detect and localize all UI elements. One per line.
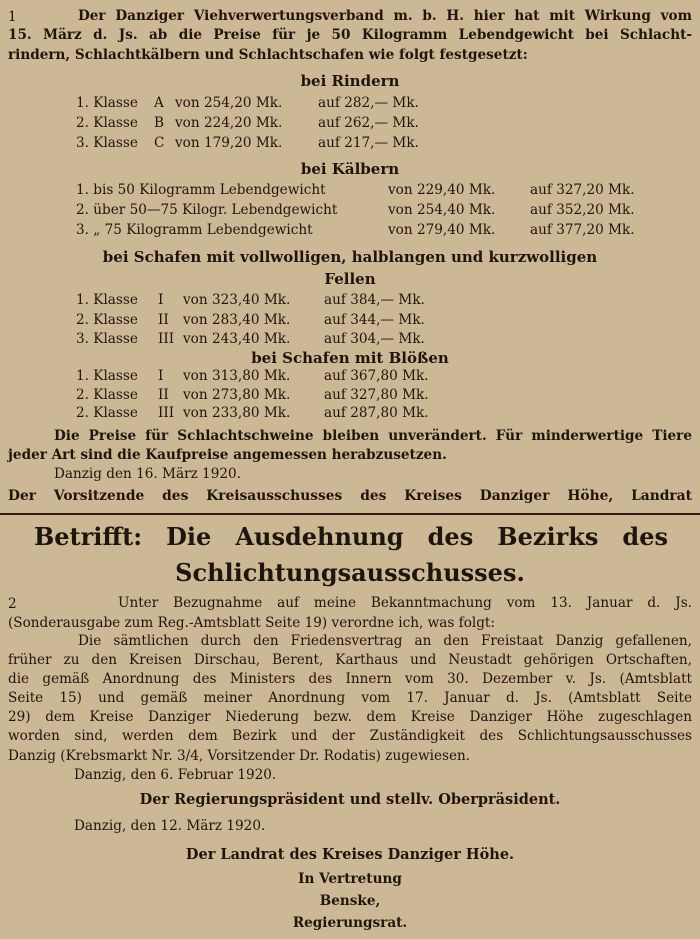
notice-2-signature-1: Der Regierungspräsident und stellv. Oberpräsident. (139, 791, 561, 808)
section-divider (0, 513, 700, 515)
notice-2-date-1: Danzig, den 6. Februar 1920. (74, 767, 277, 783)
heading-schafe-bloessen: bei Schafen mit Blößen (251, 349, 449, 367)
notice-1-date: Danzig den 16. März 1920. (54, 466, 241, 482)
notice-2-number: 2 (8, 596, 17, 612)
class-label: 2. Klasse (76, 115, 138, 131)
notice-2-para-line-9: Danzig (Krebsmarkt Nr. 3/4, Vorsitzender Dr. Rodatis) zugewiesen. (8, 748, 471, 764)
notice-2-signature-name: Benske, (319, 893, 381, 909)
class-grade: III (158, 405, 175, 421)
class-grade: I (158, 368, 164, 384)
price-to: auf 327,80 Mk. (324, 387, 429, 403)
price-from: von 233,80 Mk. (183, 405, 291, 421)
notice-2-para-line-2: (Sonderausgabe zum Reg.-Amtsblatt Seite 19) verordne ich, was folgt: (8, 615, 495, 631)
class-label: 1. Klasse (76, 95, 138, 111)
class-grade: B (154, 115, 164, 131)
notice-2-signature-title: Regierungsrat. (292, 915, 408, 931)
notice-2-signature-3: In Vertretung (298, 871, 402, 887)
class-grade: I (158, 292, 164, 308)
notice-2-para-line-7: 29) dem Kreise Danziger Niederung bezw. dem Kreise Danziger Höhe zugeschlagen (8, 709, 692, 725)
price-from: von 323,40 Mk. (183, 292, 291, 308)
price-from: von 273,80 Mk. (183, 387, 291, 403)
class-grade: III (158, 331, 175, 347)
class-label: 3. Klasse (76, 135, 138, 151)
notice-2-para-line-4: früher zu den Kreisen Dirschau, Berent, Karthaus und Neustadt gehörigen Ortschaften, (8, 652, 692, 668)
price-to: auf 287,80 Mk. (324, 405, 429, 421)
notice-2-para-line-5: die gemäß Anordnung des Ministers des Innern vom 30. Dezember v. Js. (Amtsblatt (8, 671, 692, 687)
class-grade: II (158, 387, 169, 403)
price-from: von 283,40 Mk. (183, 312, 291, 328)
notice-1-intro-line-3: rindern, Schlachtkälbern und Schlachtschafen wie folgt festgesetzt: (8, 47, 528, 63)
price-from: von 243,40 Mk. (183, 331, 291, 347)
class-label: 1. Klasse (76, 368, 138, 384)
price-to: auf 304,— Mk. (324, 331, 425, 347)
class-label: 1. Klasse (76, 292, 138, 308)
note-line-1: Die Preise für Schlachtschweine bleiben unverändert. Für minderwertige Tiere (54, 428, 692, 444)
class-label: 2. Klasse (76, 312, 138, 328)
notice-2-para-line-3: Die sämtlichen durch den Friedensvertrag an den Freistaat Danzig gefallenen, (78, 633, 692, 649)
notice-2-title-line-2: Schlichtungsausschusses. (175, 558, 525, 587)
class-label: 2. Klasse (76, 387, 138, 403)
price-from: von 254,40 Mk. (388, 202, 496, 218)
notice-2-date-2: Danzig, den 12. März 1920. (74, 818, 266, 834)
heading-rinder: bei Rindern (300, 72, 400, 90)
note-line-2: jeder Art sind die Kaufpreise angemessen herabzusetzen. (8, 447, 447, 463)
price-to: auf 384,— Mk. (324, 292, 425, 308)
notice-1-intro-line-1: Der Danziger Viehverwertungsverband m. b. H. hier hat mit Wirkung vom (78, 8, 692, 24)
price-to: auf 282,— Mk. (318, 95, 419, 111)
class-label: 2. Klasse (76, 405, 138, 421)
weight-class: 2. über 50—75 Kilogr. Lebendgewicht (76, 202, 338, 218)
weight-class: 1. bis 50 Kilogramm Lebendgewicht (76, 182, 326, 198)
price-from: von 229,40 Mk. (388, 182, 496, 198)
heading-kaelber: bei Kälbern (300, 160, 400, 178)
price-to: auf 352,20 Mk. (530, 202, 635, 218)
notice-2-para-line-1: Unter Bezugnahme auf meine Bekanntmachung vom 13. Januar d. Js. (118, 595, 692, 611)
notice-2-para-line-8: worden sind, werden dem Bezirk und der Zuständigkeit des Schlichtungsausschusses (8, 728, 692, 744)
notice-2-title-line-1: Betrifft: Die Ausdehnung des Bezirks des (34, 522, 668, 551)
price-to: auf 262,— Mk. (318, 115, 419, 131)
class-grade: II (158, 312, 169, 328)
class-grade: A (154, 95, 164, 111)
price-to: auf 367,80 Mk. (324, 368, 429, 384)
price-from: von 313,80 Mk. (183, 368, 291, 384)
price-to: auf 327,20 Mk. (530, 182, 635, 198)
class-label: 3. Klasse (76, 331, 138, 347)
price-to: auf 217,— Mk. (318, 135, 419, 151)
notice-1-intro-line-2: 15. März d. Js. ab die Preise für je 50 Kilogramm Lebendgewicht bei Schlacht- (8, 27, 692, 43)
price-to: auf 344,— Mk. (324, 312, 425, 328)
price-from: von 254,20 Mk. (175, 95, 283, 111)
price-from: von 224,20 Mk. (175, 115, 283, 131)
heading-schafe-wolle: bei Schafen mit vollwolligen, halblangen und kurzwolligen (102, 248, 598, 266)
price-to: auf 377,20 Mk. (530, 222, 635, 238)
price-from: von 279,40 Mk. (388, 222, 496, 238)
weight-class: 3. „ 75 Kilogramm Lebendgewicht (76, 222, 313, 238)
notice-2-para-line-6: Seite 15) und gemäß meiner Anordnung vom 17. Januar d. Js. (Amtsblatt Seite (8, 690, 692, 706)
notice-2-signature-2: Der Landrat des Kreises Danziger Höhe. (185, 846, 515, 863)
notice-1-signature: Der Vorsitzende des Kreisausschusses des Kreises Danziger Höhe, Landrat (8, 488, 692, 504)
price-from: von 179,20 Mk. (175, 135, 283, 151)
class-grade: C (154, 135, 165, 151)
notice-1-number: 1 (8, 9, 17, 25)
heading-schafe-felle: Fellen (324, 270, 376, 288)
